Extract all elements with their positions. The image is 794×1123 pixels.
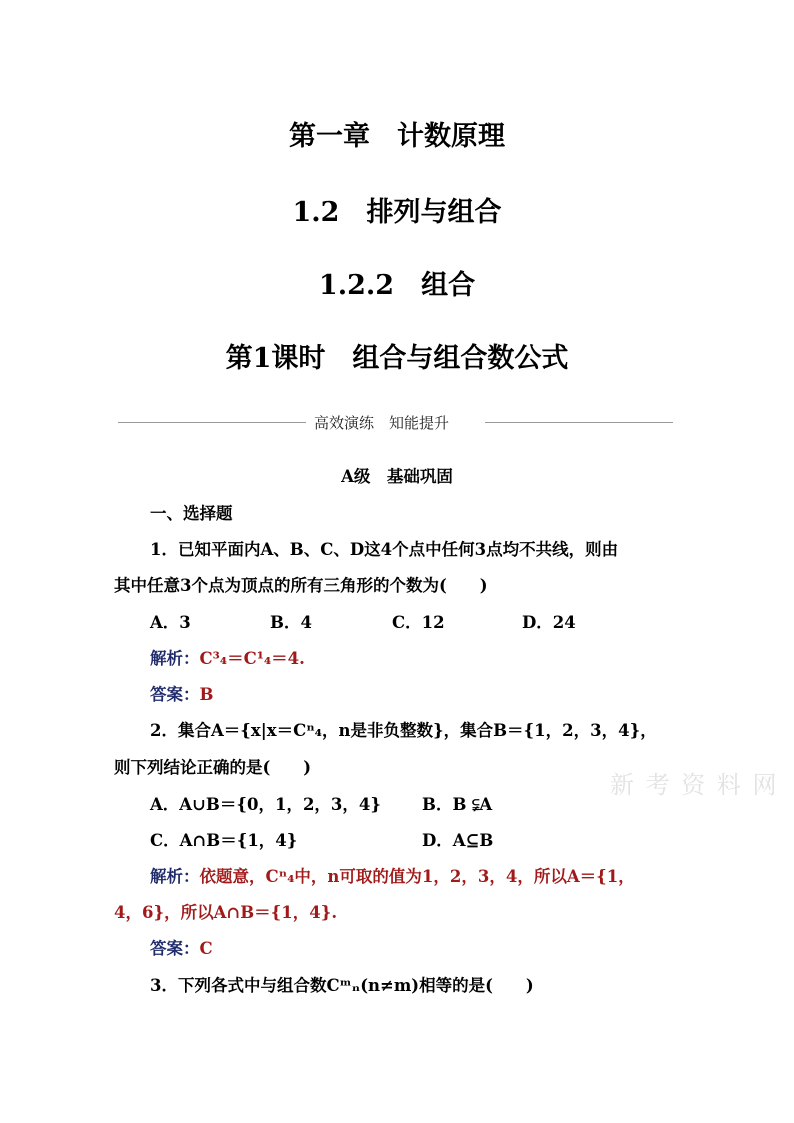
q2-analysis-text1: 依题意，Cⁿ₄中，n可取的值为1，2，3，4，所以A＝{1， bbox=[199, 867, 635, 886]
banner-divider-right bbox=[485, 422, 673, 423]
q2-option-a: A．A∪B＝{0，1，2，3，4} bbox=[150, 795, 381, 814]
q2-analysis-line2: 4，6}，所以A∩B＝{1，4}. bbox=[114, 903, 338, 922]
q1-answer-label: 答案： bbox=[150, 685, 200, 704]
q2-stem-line2: 则下列结论正确的是( ) bbox=[114, 758, 312, 777]
chapter-title: 第一章 计数原理 bbox=[289, 121, 505, 152]
q1-stem-line1: 1．已知平面内A、B、C、D这4个点中任何3点均不共线，则由 bbox=[150, 540, 619, 559]
q2-answer-label: 答案： bbox=[150, 939, 200, 958]
subsection-title: 1.2.2 组合 bbox=[318, 270, 476, 301]
q2-option-d: D．A⊆B bbox=[422, 831, 494, 850]
q1-stem-line2: 其中任意3个点为顶点的所有三角形的个数为( ) bbox=[114, 576, 488, 595]
q2-analysis-line1 bbox=[150, 863, 635, 887]
q2-option-c: C．A∩B＝{1，4} bbox=[150, 831, 298, 850]
q1-option-c: C．12 bbox=[392, 613, 445, 632]
q1-analysis-text: C³₄＝C¹₄＝4. bbox=[199, 649, 305, 668]
q2-option-b: B．B ⫋A bbox=[422, 795, 493, 814]
q3-stem-line1: 3．下列各式中与组合数Cᵐₙ(n≠m)相等的是( ) bbox=[150, 976, 534, 995]
section-title: 1.2 排列与组合 bbox=[292, 197, 502, 228]
level-heading: A级 基础巩固 bbox=[341, 467, 453, 486]
q1-option-b: B．4 bbox=[270, 613, 312, 632]
section-heading: 一、选择题 bbox=[150, 504, 233, 523]
q2-stem-line1: 2．集合A＝{x|x＝Cⁿ₄，n是非负整数}，集合B＝{1，2，3，4}， bbox=[150, 721, 657, 740]
q1-option-d: D．24 bbox=[522, 613, 576, 632]
banner-text: 高效演练 知能提升 bbox=[314, 414, 450, 432]
q1-answer bbox=[150, 681, 213, 705]
lesson-title: 第1课时 组合与组合数公式 bbox=[225, 343, 569, 374]
banner-divider-left bbox=[118, 422, 306, 423]
q1-option-a: A．3 bbox=[150, 613, 191, 632]
banner bbox=[118, 410, 673, 434]
q1-analysis bbox=[150, 645, 305, 669]
q2-answer bbox=[150, 935, 213, 959]
q2-answer-value: C bbox=[199, 939, 213, 958]
watermark: 新 考 资 料 网 bbox=[610, 771, 779, 799]
q2-analysis-label: 解析： bbox=[150, 867, 200, 886]
q1-answer-value: B bbox=[199, 685, 214, 704]
q1-analysis-label: 解析： bbox=[150, 649, 200, 668]
